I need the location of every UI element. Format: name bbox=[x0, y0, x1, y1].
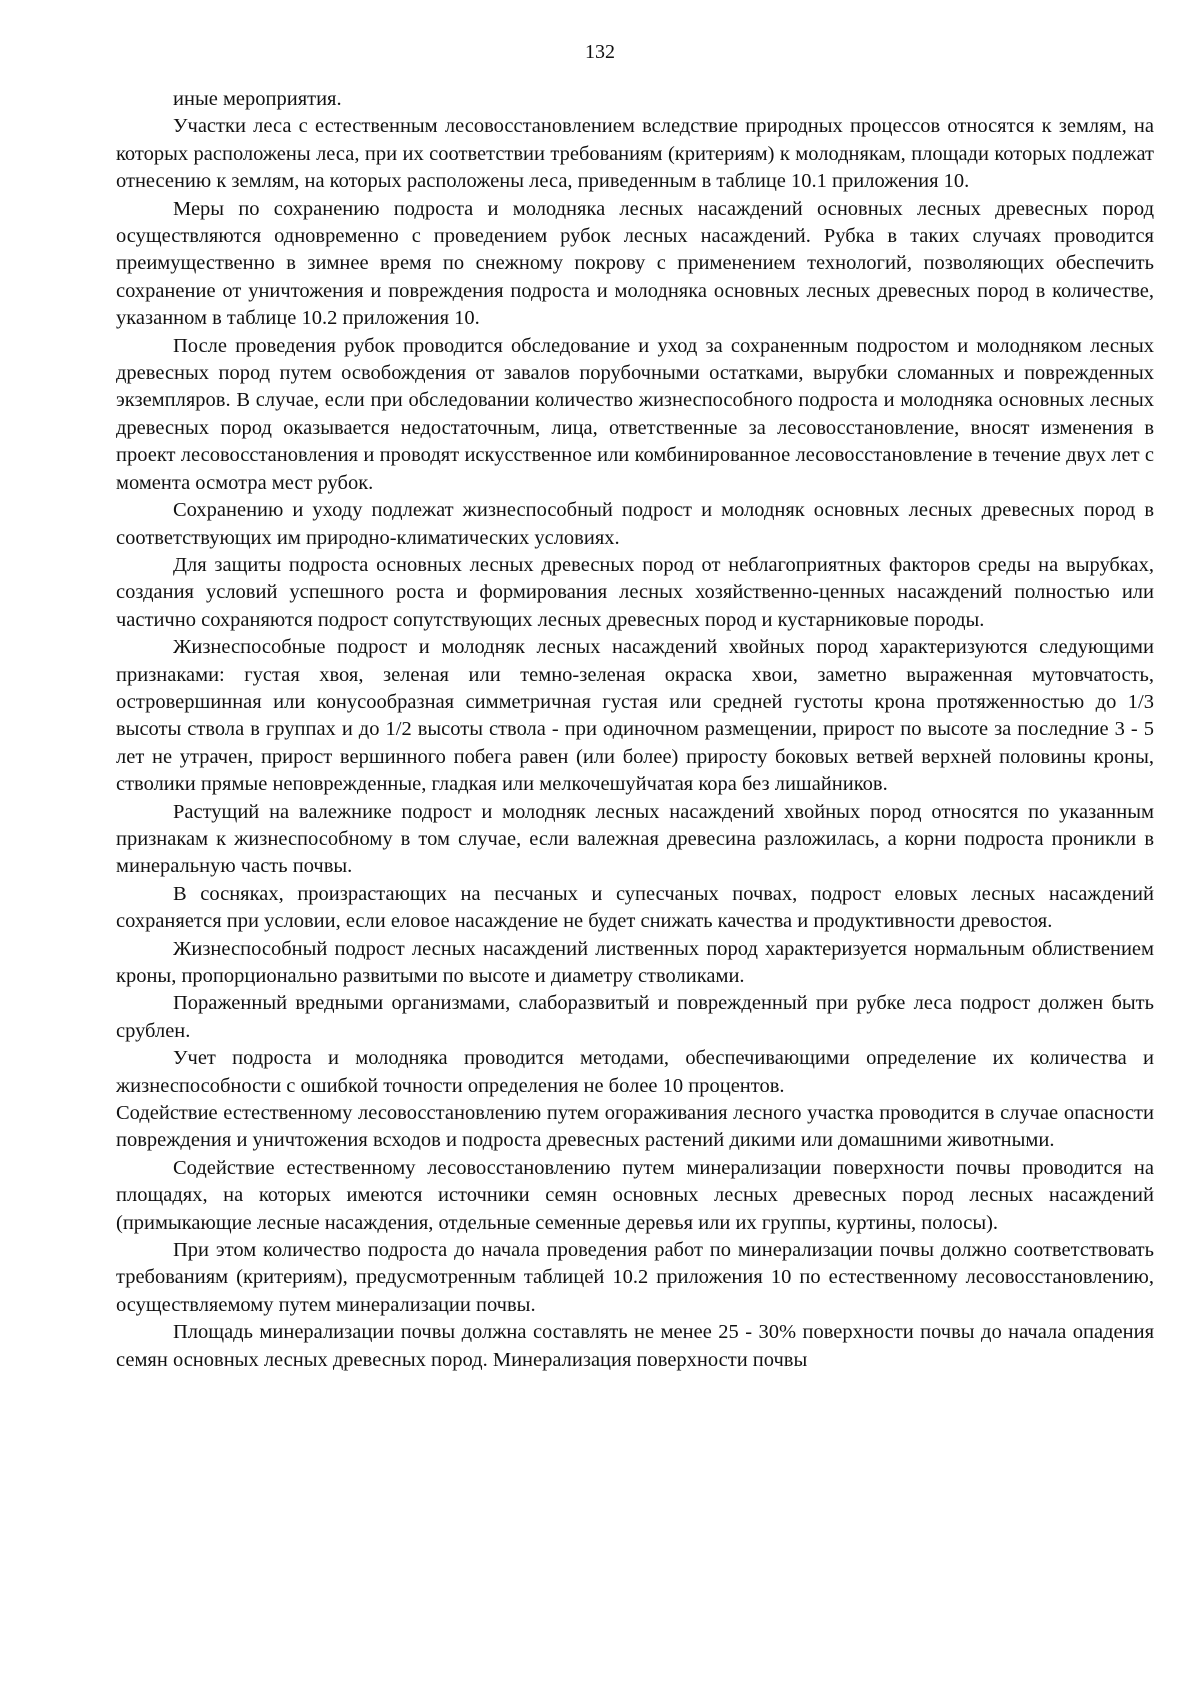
paragraph-mineralization-area: Площадь минерализации почвы должна составлять не менее 25 - 30% поверхности почвы до начала опадения семян основных лесных древесных пород. Минерализация поверхности почвы bbox=[116, 1321, 1154, 1371]
paragraph-fencing: Содействие естественному лесовосстановлению путем огораживания лесного участка проводится в случае опасности повреждения и уничтожения всходов и подроста древесных растений дикими или домашними животными. bbox=[116, 1102, 1154, 1152]
paragraph-conifer-signs: Жизнеспособные подрост и молодняк лесных насаждений хвойных пород характеризуются следующими признаками: густая хвоя, зеленая или темно-зеленая окраска хвои, заметно выраженная мутовчатость, островершинная или конусообразная симметричная густая или средней густоты крона протяженностью до 1/3 высоты ствола в группах и до 1/2 высоты ствола - при одиночном размещении, прирост по высоте за последние 3 - 5 лет не утрачен, прирост вершинного побега равен (или более) приросту боковых ветвей верхней половины кроны, стволики прямые неповрежденные, гладкая или мелкочешуйчатая кора без лишайников. bbox=[116, 636, 1154, 796]
paragraph-damaged-removal: Пораженный вредными организмами, слаборазвитый и поврежденный при рубке леса подрост должен быть срублен. bbox=[116, 992, 1154, 1042]
page-number: 132 bbox=[585, 41, 615, 63]
paragraph-continuation: иные мероприятия. bbox=[173, 88, 342, 110]
paragraph-natural-regeneration: Участки леса с естественным лесовосстановлением вследствие природных процессов относятся к землям, на которых расположены леса, при их соответствии требованиям (критериям) к молоднякам, площади которых подлежат отнесению к землям, на которых расположены леса, приведенным в таблице 10.1 приложения 10. bbox=[116, 115, 1154, 193]
paragraph-mineralization: Содействие естественному лесовосстановлению путем минерализации поверхности почвы проводится на площадях, на которых имеются источники семян основных лесных древесных пород лесных насаждений (примыкающие лесные насаждения, отдельные семенные деревья или их группы, куртины, полосы). bbox=[116, 1156, 1154, 1234]
body-text bbox=[116, 86, 1154, 1374]
paragraph-pine-stands: В сосняках, произрастающих на песчаных и супесчаных почвах, подрост еловых лесных насаждений сохраняется при условии, если еловое насаждение не будет снижать качества и продуктивности древостоя. bbox=[116, 882, 1154, 933]
paragraph-mineralization-requirements: При этом количество подроста до начала проведения работ по минерализации почвы должно соответствовать требованиям (критериям), предусмотренным таблицей 10.2 приложения 10 по естественному лесовосстановлению, осуществляемому путем минерализации почвы. bbox=[116, 1239, 1154, 1316]
paragraph-deadwood-growth: Растущий на валежнике подрост и молодняк лесных насаждений хвойных пород относятся по указанным признакам к жизнеспособному в том случае, если валежная древесина разложилась, а корни подроста проникли в минеральную часть почвы. bbox=[116, 800, 1154, 878]
paragraph-accounting: Учет подроста и молодняка проводится методами, обеспечивающими определение их количества и жизнеспособности с ошибкой точности определения не более 10 процентов. bbox=[116, 1047, 1154, 1097]
paragraph-protection: Для защиты подроста основных лесных древесных пород от неблагоприятных факторов среды на вырубках, создания условий успешного роста и формирования лесных хозяйственно-ценных насаждений полностью или частично сохраняются подрост сопутствующих лесных древесных пород и кустарниковые породы. bbox=[116, 553, 1154, 631]
paragraph-care-subject: Сохранению и уходу подлежат жизнеспособный подрост и молодняк основных лесных древесных пород в соответствующих им природно-климатических условиях. bbox=[116, 499, 1154, 549]
paragraph-post-felling-survey: После проведения рубок проводится обследование и уход за сохраненным подростом и молодняком лесных древесных пород путем освобождения от завалов порубочными остатками, вырубки сломанных и поврежденных экземпляров. В случае, если при обследовании количество жизнеспособного подроста и молодняка основных лесных древесных пород оказывается недостаточным, лица, ответственные за лесовосстановление, вносят изменения в проект лесовосстановления и проводят искусственное или комбинированное лесовосстановление в течение двух лет с момента осмотра мест рубок. bbox=[116, 334, 1154, 494]
paragraph-undergrowth-preservation: Меры по сохранению подроста и молодняка лесных насаждений основных лесных древесных пород осуществляются одновременно с проведением рубок лесных насаждений. Рубка в таких случаях проводится преимущественно в зимнее время по снежному покрову с применением технологий, позволяющих обеспечить сохранение от уничтожения и повреждения подроста и молодняка основных лесных древесных пород в количестве, указанном в таблице 10.2 приложения 10. bbox=[116, 197, 1154, 330]
paragraph-deciduous-signs: Жизнеспособный подрост лесных насаждений лиственных пород характеризуется нормальным облиствением кроны, пропорционально развитыми по высоте и диаметру стволиками. bbox=[116, 937, 1154, 987]
